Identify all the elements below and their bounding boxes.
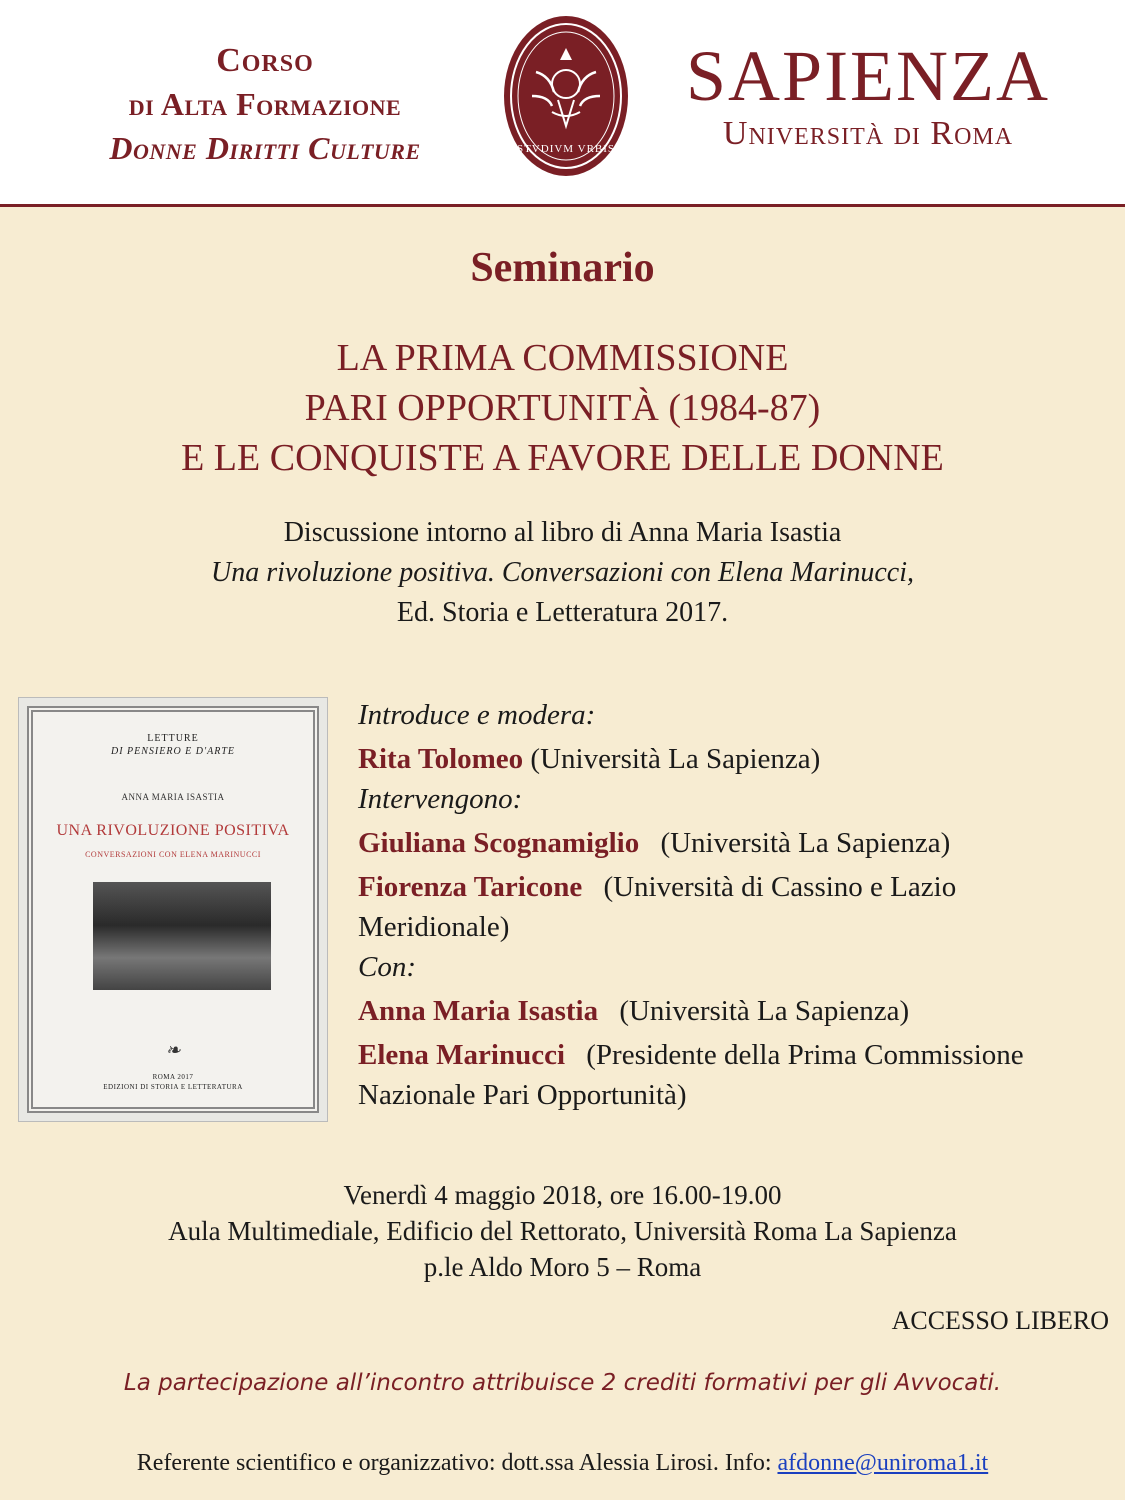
referent-text: Referente scientifico e organizzativo: dott.ssa Alessia Lirosi. Info: bbox=[136, 1450, 778, 1476]
moderator bbox=[358, 739, 1108, 779]
speaker-name: Giuliana Scognamiglio bbox=[358, 827, 640, 859]
book-pub-line-1: ROMA 2017 bbox=[152, 1073, 194, 1081]
university-name: SAPIENZA bbox=[685, 36, 1050, 116]
book-cover-title: UNA RIVOLUZIONE POSITIVA bbox=[56, 822, 290, 839]
credits-note: La partecipazione all’incontro attribuisce 2 crediti formativi per gli Avvocati. bbox=[123, 1370, 1002, 1396]
with-label: Con: bbox=[358, 951, 416, 983]
moderator-affiliation: (Università La Sapienza) bbox=[530, 743, 821, 775]
moderator-label: Introduce e modera: bbox=[358, 699, 596, 731]
guest-affiliation: (Università La Sapienza) bbox=[619, 995, 910, 1027]
seminar-label: Seminario bbox=[470, 245, 655, 291]
book-series-line-1: LETTURE bbox=[147, 733, 199, 744]
course-line-1: Corso bbox=[216, 42, 314, 79]
book-cover-frame bbox=[27, 706, 319, 1113]
book-pub-line-2: EDIZIONI DI STORIA E LETTERATURA bbox=[103, 1083, 243, 1091]
book-cover-subtitle: CONVERSAZIONI CON ELENA MARINUCCI bbox=[85, 850, 261, 859]
speaker bbox=[358, 867, 1108, 947]
book-publisher: Ed. Storia e Letteratura 2017. bbox=[396, 597, 729, 628]
seal-text: STVDIVM VRBIS bbox=[516, 143, 616, 155]
title-line-2: PARI OPPORTUNITÀ (1984-87) bbox=[304, 387, 821, 429]
guest-name: Elena Marinucci bbox=[358, 1039, 566, 1071]
access-note: ACCESSO LIBERO bbox=[891, 1306, 1109, 1335]
university-subtitle: Università di Roma bbox=[722, 115, 1014, 152]
title-line-1: LA PRIMA COMMISSIONE bbox=[336, 337, 789, 379]
course-line-3: Donne Diritti Culture bbox=[109, 130, 421, 166]
book-cover-publisher bbox=[33, 1072, 313, 1092]
email-link[interactable]: afdonne@uniroma1.it bbox=[777, 1450, 989, 1476]
event-details bbox=[0, 1177, 1125, 1285]
guest-name: Anna Maria Isastia bbox=[358, 995, 599, 1027]
book-author: ANNA MARIA ISASTIA bbox=[121, 792, 225, 802]
book-series bbox=[33, 732, 313, 758]
sapienza-seal-logo bbox=[502, 14, 630, 178]
speakers-label: Intervengono: bbox=[358, 783, 523, 815]
course-title bbox=[45, 40, 485, 170]
book-discussion bbox=[0, 513, 1125, 633]
book-cover-image bbox=[18, 697, 328, 1122]
publisher-logo-icon: ❧ bbox=[165, 1040, 181, 1060]
guest-affiliation: (Presidente della Prima Commissione Nazionale Pari Opportunità) bbox=[358, 1039, 1024, 1111]
book-cover-photo bbox=[93, 882, 271, 990]
speaker-name: Fiorenza Taricone bbox=[358, 871, 583, 903]
referent-line bbox=[0, 1450, 1125, 1477]
moderator-name: Rita Tolomeo bbox=[358, 743, 524, 775]
discussion-line: Discussione intorno al libro di Anna Maria Isastia bbox=[283, 517, 842, 548]
header-divider bbox=[0, 204, 1125, 207]
course-line-2: di Alta Formazione bbox=[128, 86, 402, 122]
event-venue: Aula Multimediale, Edificio del Rettorato, Università Roma La Sapienza bbox=[168, 1216, 957, 1246]
seminar-title bbox=[0, 333, 1125, 483]
speakers-list bbox=[358, 695, 1108, 1115]
university-logo bbox=[683, 36, 1053, 152]
speaker-affiliation: (Università La Sapienza) bbox=[660, 827, 951, 859]
speaker-affiliation: (Università di Cassino e Lazio Meridionale) bbox=[358, 871, 957, 943]
guest bbox=[358, 1035, 1108, 1115]
speaker bbox=[358, 823, 1108, 863]
book-series-line-2: DI PENSIERO E D'ARTE bbox=[110, 746, 236, 757]
event-address: p.le Aldo Moro 5 – Roma bbox=[423, 1252, 702, 1282]
guest bbox=[358, 991, 1108, 1031]
book-title: Una rivoluzione positiva. Conversazioni con Elena Marinucci, bbox=[210, 557, 915, 588]
event-datetime: Venerdì 4 maggio 2018, ore 16.00-19.00 bbox=[343, 1180, 782, 1210]
title-line-3: E LE CONQUISTE A FAVORE DELLE DONNE bbox=[181, 437, 944, 479]
